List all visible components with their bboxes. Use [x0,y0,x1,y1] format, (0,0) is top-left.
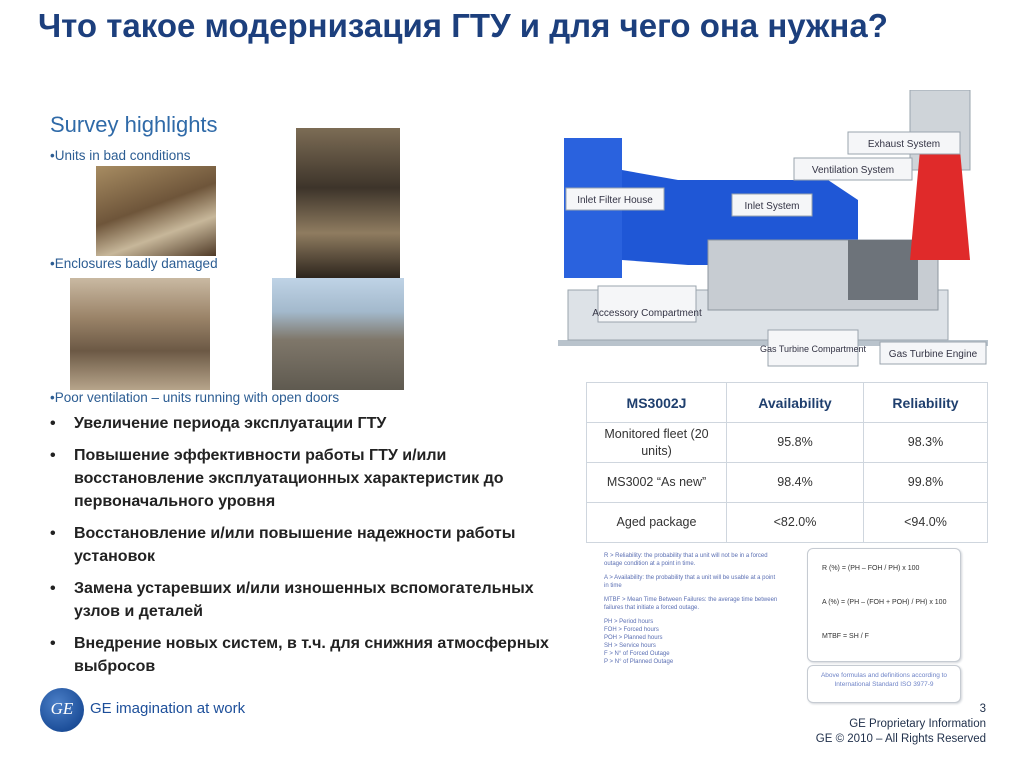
definition-line: PH > Period hours [604,619,654,625]
table-cell: 95.8% [727,423,864,463]
modernization-goals-list [48,412,553,687]
table-row [587,463,988,503]
definition-line: SH > Service hours [604,643,656,649]
list-item-text: Увеличение периода эксплуатации ГТУ [74,415,387,432]
label-inlet-filter-house [566,188,664,210]
table-cell: 98.4% [727,463,864,503]
table-cell: <94.0% [864,503,988,543]
svg-text:Accessory Compartment: Accessory Compartment [592,308,702,319]
definition-line: R > Reliability: the probability that a unit will not be in a forced outage condition at a point in time. [604,553,768,567]
table-header-model: MS3002J [587,383,727,423]
photo-enclosure-interior [70,278,210,390]
definitions-text [604,552,780,666]
label-gas-turbine-engine [880,342,986,364]
definition-line: P > N° of Planned Outage [604,659,674,665]
table-row [587,503,988,543]
photo-enclosure-exterior [272,278,404,390]
definition-line: A > Availability: the probability that a unit will be usable at a point in time [604,575,776,589]
svg-text:Ventilation System: Ventilation System [811,165,895,176]
survey-caption-enclosures: •Enclosures badly damaged [50,256,218,271]
bullet-marker: • [50,580,56,597]
definitions-panel [592,548,962,703]
page-number: 3 [979,703,986,715]
svg-text:Inlet System: Inlet System [744,201,800,212]
list-item-text: Повышение эффективности работы ГТУ и/или восстановление эксплуатационных характеристик до первоначального уровня [74,447,504,510]
svg-text:Gas Turbine Engine: Gas Turbine Engine [888,349,978,360]
list-item [48,412,553,435]
list-item [48,444,553,513]
table-header-availability: Availability [727,383,864,423]
ge-tagline: GE imagination at work [90,700,246,717]
standard-note [807,665,961,703]
gas-turbine-diagram [558,90,988,370]
bullet-marker: • [50,447,56,464]
formula-mtbf: MTBF = SH / F [822,633,869,640]
list-item [48,632,553,678]
bullet-marker: • [50,525,56,542]
table-header-row [587,383,988,423]
label-inlet-system [732,194,812,216]
label-gas-turbine-compartment [760,330,867,366]
table-cell: Monitored fleet (20 units) [587,423,727,463]
table-cell: Aged package [587,503,727,543]
definition-line: POH > Planned hours [604,635,663,641]
survey-panel [44,108,404,408]
ge-logo-mark: GE [50,699,74,718]
footer-proprietary: GE Proprietary Information [849,718,986,730]
label-ventilation-system [794,158,912,180]
photo-engine-interior [296,128,400,278]
formula-reliability: R (%) = (PH – FOH / PH) x 100 [822,565,920,572]
formula-card [807,548,961,662]
table-cell: MS3002 “As new” [587,463,727,503]
list-item [48,577,553,623]
table-cell: 99.8% [864,463,988,503]
ge-logo-icon [40,688,84,732]
table-cell: <82.0% [727,503,864,543]
turbine-engine-shape [848,240,918,300]
formula-availability: A (%) = (PH – (FOH + POH) / PH) x 100 [822,599,947,606]
footer-copyright: GE © 2010 – All Rights Reserved [815,733,986,745]
bullet-marker: • [50,635,56,652]
definition-line: MTBF > Mean Time Between Failures: the average time between failures that initiate a forced outage. [604,597,778,611]
survey-caption-ventilation: •Poor ventilation – units running with open doors [50,390,340,405]
photo-damaged-unit [96,166,216,256]
reliability-table [586,382,988,543]
list-item-text: Внедрение новых систем, в т.ч. для снижния атмосферных выбросов [74,635,549,675]
svg-text:Exhaust System: Exhaust System [867,139,941,150]
list-item-text: Восстановление и/или повышение надежности работы установок [74,525,516,565]
bullet-marker: • [50,415,56,432]
definition-line: F > N° of Forced Outage [604,651,670,657]
svg-text:Inlet Filter House: Inlet Filter House [577,195,653,206]
list-item-text: Замена устаревших и/или изношенных вспомогательных узлов и деталей [74,580,534,620]
exhaust-system-shape [910,150,970,260]
table-cell: 98.3% [864,423,988,463]
svg-text:Gas Turbine Compartment: Gas Turbine Compartment [759,344,867,354]
slide-footer [740,702,986,747]
table-header-reliability: Reliability [864,383,988,423]
definition-line: FOH > Forced hours [604,627,659,633]
slide-title: Что такое модернизация ГТУ и для чего она нужна? [38,7,888,44]
label-exhaust-system [848,132,960,154]
survey-caption-bad-conditions: •Units in bad conditions [50,148,191,163]
table-row [587,423,988,463]
standard-note-text: Above formulas and definitions according to International Standard ISO 3977-9 [820,672,948,688]
survey-heading: Survey highlights [50,112,218,137]
label-accessory-compartment [592,286,702,322]
list-item [48,522,553,568]
